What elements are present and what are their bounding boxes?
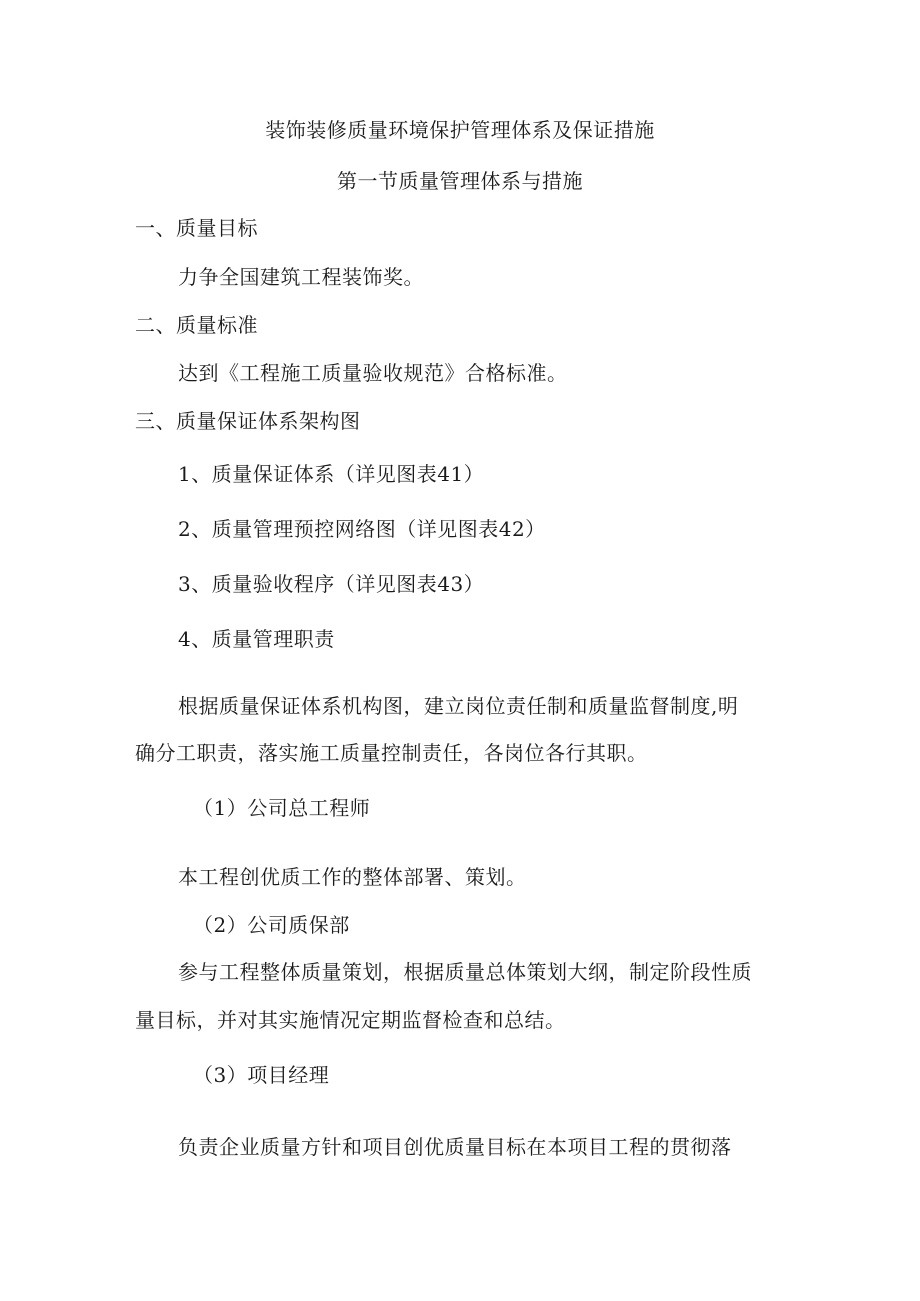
paragraph-quality-goal: 力争全国建筑工程装饰奖。 [178,265,424,289]
subheading-quality-department: （2）公司质保部 [193,913,350,937]
paragraph-responsibility-line: 确分工职责，落实施工质量控制责任，各岗位各行其职。 [135,741,648,765]
paragraph-quality-department-line: 量目标，并对其实施情况定期监督检查和总结。 [135,1008,566,1032]
list-item: 1、质量保证体系（详见图表41） [178,462,485,486]
paragraph-project-manager: 负责企业质量方针和项目创优质量目标在本项目工程的贯彻落 [178,1135,732,1159]
paragraph-quality-standard: 达到《工程施工质量验收规范》合格标准。 [178,361,568,385]
list-item: 4、质量管理职责 [178,627,335,651]
list-item: 2、质量管理预控网络图（详见图表42） [178,517,546,541]
list-item: 3、质量验收程序（详见图表43） [178,572,485,596]
heading-quality-goal: 一、质量目标 [135,216,258,240]
subheading-chief-engineer: （1）公司总工程师 [193,796,371,820]
heading-quality-standard: 二、质量标准 [135,313,258,337]
heading-quality-system: 三、质量保证体系架构图 [135,409,361,433]
section-title: 第一节质量管理体系与措施 [337,169,583,193]
subheading-project-manager: （3）项目经理 [193,1063,330,1087]
paragraph-chief-engineer: 本工程创优质工作的整体部署、策划。 [178,865,527,889]
paragraph-responsibility-line: 根据质量保证体系机构图，建立岗位责任制和质量监督制度,明 [178,694,739,718]
document-title: 装饰装修质量环境保护管理体系及保证措施 [265,118,655,142]
paragraph-quality-department-line: 参与工程整体质量策划，根据质量总体策划大纲，制定阶段性质 [178,960,752,984]
